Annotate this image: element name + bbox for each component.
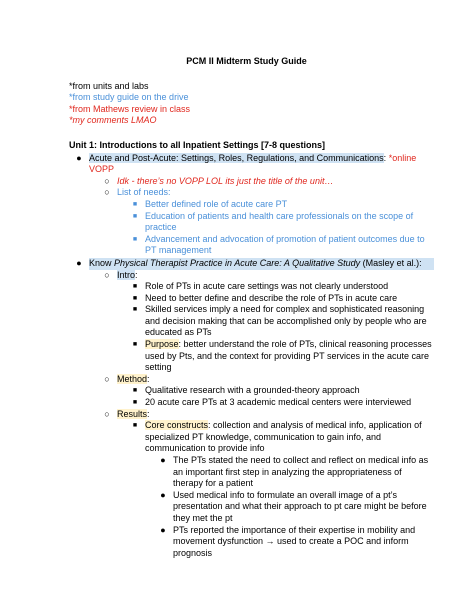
square-bullet-icon: ■	[132, 235, 138, 243]
colon-separator: :	[383, 152, 389, 163]
list-item-method: ○ Method:	[69, 374, 434, 386]
document-title: PCM II Midterm Study Guide	[186, 56, 307, 66]
filled-circle-bullet-icon: ●	[160, 524, 166, 535]
hollow-circle-bullet-icon: ○	[104, 269, 110, 280]
hollow-circle-bullet-icon: ○	[104, 408, 110, 419]
results-label: Results	[117, 408, 148, 419]
method-point-text: Qualitative research with a grounded-theory approach	[145, 385, 360, 396]
filled-circle-bullet-icon: ●	[76, 152, 82, 163]
purpose-text: : better understand the role of PTs, clinical reasoning processes used by Pts, and the context for providing PT services in the acute care setting	[145, 339, 432, 373]
core-constructs-label: Core constructs	[145, 420, 209, 431]
list-item-method-point	[69, 397, 434, 409]
key-units-labs: *from units and labs	[69, 80, 149, 91]
core-constructs-text: : collection and analysis of medical info, application of specialized PT knowledge, communication to gain info, and communication to provide info	[145, 420, 422, 454]
list-item-intro-point	[69, 293, 434, 305]
study-title: Physical Therapist Practice in Acute Care: A Qualitative Study	[114, 257, 361, 268]
method-point-text: 20 acute care PTs at 3 academic medical centers were interviewed	[145, 397, 412, 408]
list-item-core-point	[69, 455, 434, 490]
square-bullet-icon: ■	[132, 399, 138, 407]
list-item-intro-point	[69, 281, 434, 293]
know-prefix: Know	[89, 257, 115, 268]
square-bullet-icon: ■	[132, 283, 138, 291]
key-my-comments: *my comments LMAO	[69, 115, 157, 126]
intro-point-text: Need to better define and describe the role of PTs in acute care	[145, 292, 398, 303]
list-item-need	[69, 234, 434, 257]
method-label: Method	[117, 373, 148, 384]
list-item-purpose	[69, 339, 434, 374]
intro-point-text: Role of PTs in acute care settings was not clearly understood	[145, 281, 389, 292]
unit-1-heading: Unit 1: Introductions to all Inpatient Settings [7-8 questions]	[69, 139, 326, 150]
list-item-core-point	[69, 490, 434, 525]
hollow-circle-bullet-icon: ○	[104, 175, 110, 186]
square-bullet-icon: ■	[132, 306, 138, 314]
online-vopp-note: *online VOPP	[89, 152, 417, 175]
topic-acute-post-acute: Acute and Post-Acute: Settings, Roles, Regulations, and Communications	[89, 152, 384, 163]
list-item-masley-study	[69, 258, 434, 270]
list-item-need	[69, 199, 434, 211]
purpose-label: Purpose	[145, 339, 179, 350]
intro-label: Intro	[117, 269, 136, 280]
filled-circle-bullet-icon: ●	[160, 489, 166, 500]
square-bullet-icon: ■	[132, 387, 138, 395]
study-authors: (Masley et al.):	[360, 257, 422, 268]
hollow-circle-bullet-icon: ○	[104, 373, 110, 384]
intro-point-text: Skilled services imply a need for complex and sophisticated reasoning and decision making that can be accomplished only by people who are educated as PTs	[145, 304, 427, 338]
need-text: Better defined role of acute care PT	[145, 198, 288, 209]
square-bullet-icon: ■	[132, 341, 138, 349]
square-bullet-icon: ■	[132, 294, 138, 302]
core-point-text: The PTs stated the need to collect and reflect on medical info as an important first step in analyzing the appropriateness of therapy for a patient	[173, 455, 429, 489]
list-item-comment	[69, 176, 434, 188]
core-point-text: PTs reported the importance of their expertise in mobility and movement dysfunction → used to create a POC and inform prognosis	[173, 524, 416, 558]
need-text: Advancement and advocation of promotion of patient outcomes due to PT management	[145, 233, 425, 256]
list-item-need	[69, 211, 434, 234]
core-point-text: Used medical info to formulate an overall image of a pt’s presentation and what their approach to pt care might be before they met the pt	[173, 489, 427, 523]
my-comment-vopp: Idk - there’s no VOPP LOL its just the title of the unit…	[117, 175, 334, 186]
list-item-core-point	[69, 525, 434, 560]
list-item-intro-point	[69, 304, 434, 339]
need-text: Education of patients and health care professionals on the scope of practice	[145, 210, 414, 233]
square-bullet-icon: ■	[132, 422, 138, 430]
filled-circle-bullet-icon: ●	[160, 455, 166, 465]
key-mathews-review: *from Mathews review in class	[69, 103, 191, 114]
square-bullet-icon: ■	[132, 212, 138, 220]
hollow-circle-bullet-icon: ○	[104, 187, 110, 198]
key-study-guide: *from study guide on the drive	[69, 92, 189, 103]
list-item-acute-post-acute	[69, 153, 434, 176]
list-item-core-constructs	[69, 420, 434, 455]
list-item-method-point	[69, 385, 434, 397]
list-item-needs	[69, 187, 434, 199]
list-item-results: ○ Results:	[69, 409, 434, 421]
list-item-intro: ○ Intro:	[69, 270, 434, 282]
filled-circle-bullet-icon: ●	[76, 257, 82, 268]
list-of-needs-label: List of needs:	[117, 187, 171, 198]
square-bullet-icon: ■	[132, 200, 138, 208]
